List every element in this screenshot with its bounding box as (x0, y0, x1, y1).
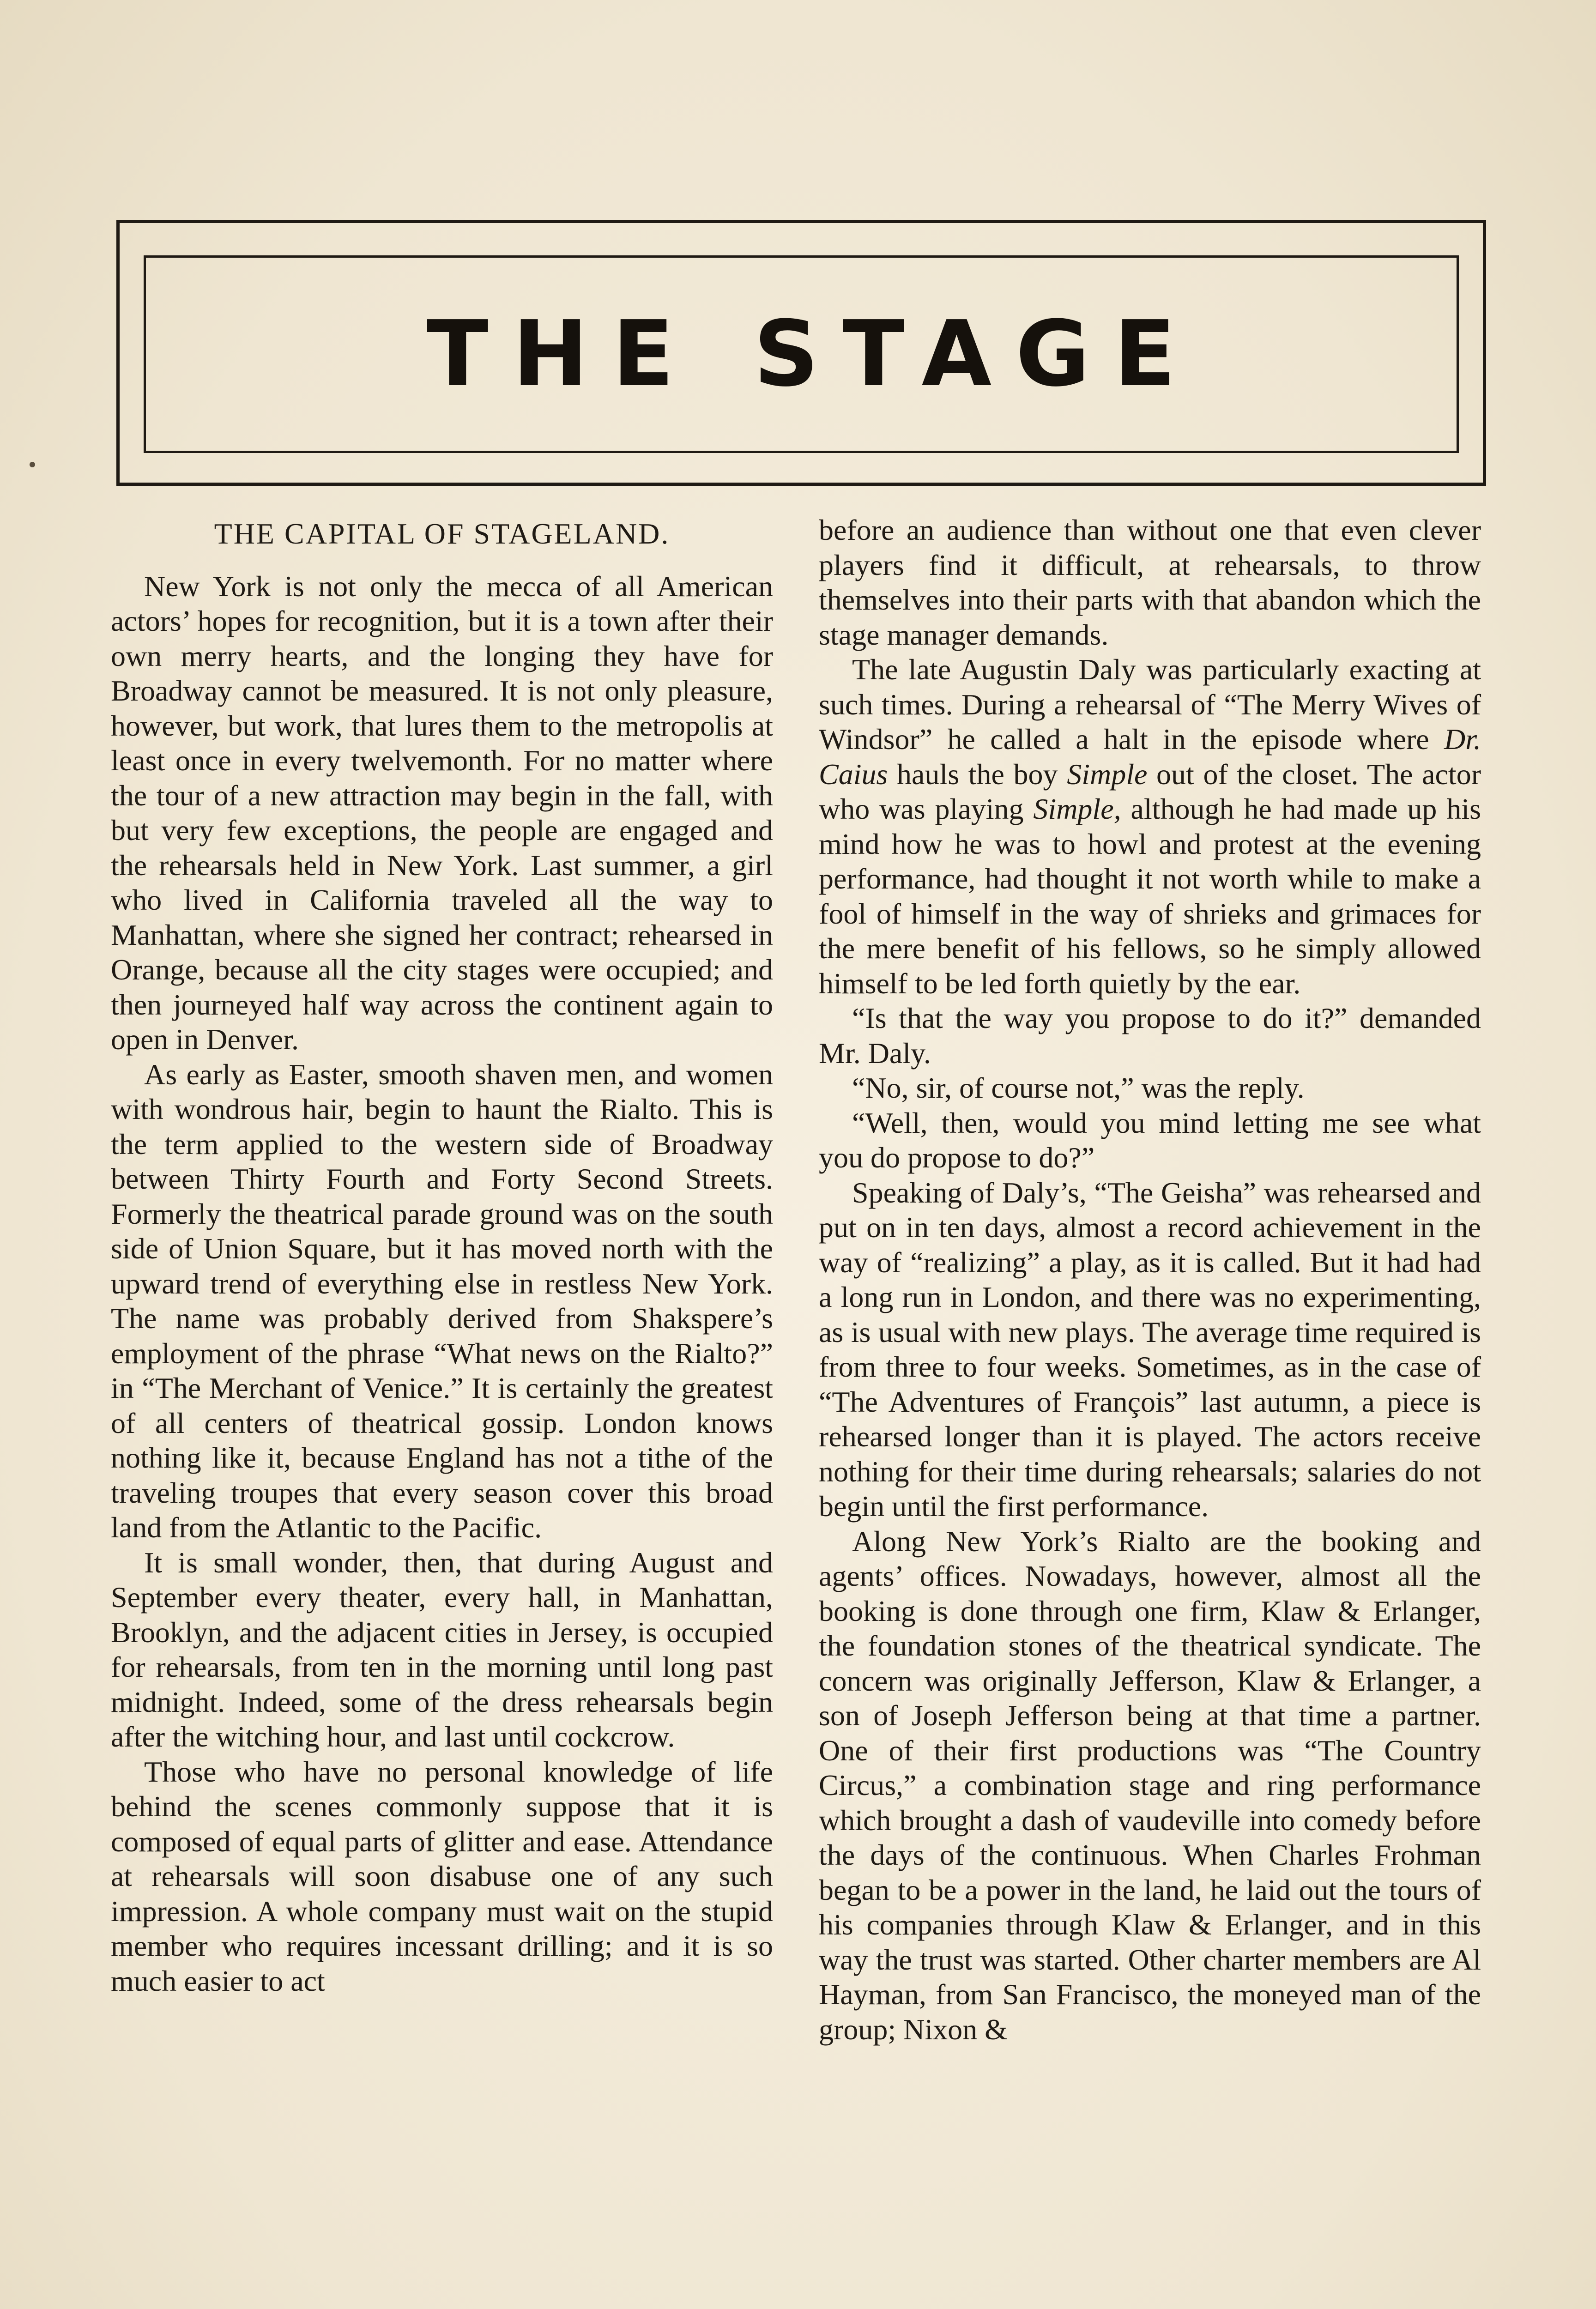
paragraph: Those who have no personal knowledge of life behind the scenes commonly suppose that it is composed of equal parts of glitter and ease. Attendance at rehearsals will soon disabuse one of any such impression. A whole company must wait on the stupid member who requires incessant drilling; and it is so much easier to act (111, 1755, 773, 1997)
paragraph-daly (819, 652, 1481, 1001)
text-run: The late Augustin Daly was particularly exacting at such times. During a rehearsal of “The Merry Wives of Windsor” he called a halt in the episode where (819, 653, 1481, 756)
character-name: Simple (1067, 757, 1148, 791)
paragraph: Speaking of Daly’s, “The Geisha” was rehearsed and put on in ten days, almost a record achievement in the way of “realizing” a play, as it is called. But it had had a long run in London, and there was no experimenting, as is usual with new plays. The average time required is from three to four weeks. Sometimes, as in the case of “The Adventures of François” last autumn, a piece is rehearsed longer than it is played. The actors receive nothing for their time during rehearsals; salaries do not begin until the first performance. (819, 1176, 1481, 1523)
paragraph: Along New York’s Rialto are the booking and agents’ offices. Nowadays, however, almost all the booking is done through one firm, Klaw & Erlanger, the foundation stones of the theatrical syndicate. The concern was originally Jefferson, Klaw & Erlanger, a son of Joseph Jefferson being at that time a partner. One of their first productions was “The Country Circus,” a combination stage and ring performance which brought a dash of vaudeville into comedy before the days of the continuous. When Charles Frohman began to be a power in the land, he laid out the tours of his companies through Klaw & Erlanger, and in this way the trust was started. Other charter members are Al Hayman, from San Francisco, the moneyed man of the group; Nixon & (819, 1524, 1481, 2046)
paragraph-continuation: before an audience than without one that even clever players find it difficult, at rehearsals, to throw themselves into their parts with that abandon which the stage manager demands. (819, 514, 1481, 651)
title-frame (116, 220, 1486, 486)
text-run: hauls the boy (888, 757, 1067, 791)
character-name: Simple, (1033, 792, 1121, 825)
page-title: THE STAGE (427, 302, 1200, 407)
ink-speck (30, 462, 35, 467)
left-column (111, 513, 773, 1998)
text-run: although he had made up his mind how he was to howl and protest at the evening performance, had thought it not worth while to make a fool of himself in the way of shrieks and grimaces for the mere benefit of his fellows, so he simply allowed himself to be led forth quietly by the ear. (819, 792, 1481, 1000)
article-heading: THE CAPITAL OF STAGELAND. (214, 517, 670, 550)
title-inner-frame (144, 255, 1459, 453)
dialogue-line: “Is that the way you propose to do it?” demanded Mr. Daly. (819, 1002, 1481, 1070)
dialogue-line: “Well, then, would you mind letting me see what you do propose to do?” (819, 1106, 1481, 1174)
paragraph: It is small wonder, then, that during August and September every theater, every hall, in Manhattan, Brooklyn, and the adjacent cities in Jersey, is occupied for rehearsals, from ten in the morning until long past midnight. Indeed, some of the dress rehearsals begin after the witching hour, and last until cockcrow. (111, 1546, 773, 1753)
dialogue-line: “No, sir, of course not,” was the reply. (852, 1071, 1305, 1104)
text-run: out of the closet. The actor who was playing (819, 757, 1481, 825)
right-column (819, 513, 1481, 2047)
paragraph: New York is not only the mecca of all American actors’ hopes for recognition, but it is a town after their own merry hearts, and the longing they have for Broadway cannot be measured. It is not only pleasure, however, but work, that lures them to the metropolis at least once in every twelvemonth. For no matter where the tour of a new attraction may begin in the fall, with but very few exceptions, the people are engaged and the rehearsals held in New York. Last summer, a girl who lived in California traveled all the way to Manhattan, where she signed her contract; rehearsed in Orange, because all the city stages were occupied; and then journeyed half way across the continent again to open in Denver. (111, 569, 773, 1056)
character-name: Dr. Caius (819, 723, 1481, 791)
paragraph: As early as Easter, smooth shaven men, and women with wondrous hair, begin to haunt the Rialto. This is the term applied to the western side of Broadway between Thirty Fourth and Forty Second Streets. Formerly the theatrical parade ground was on the south side of Union Square, but it has moved north with the upward trend of everything else in restless New York. The name was probably derived from Shakspere’s employment of the phrase “What news on the Rialto?” in “The Merchant of Venice.” It is certainly the greatest of all centers of theatrical gossip. London knows nothing like it, because England has not a tithe of the traveling troupes that every season cover this broad land from the Atlantic to the Pacific. (111, 1058, 773, 1544)
